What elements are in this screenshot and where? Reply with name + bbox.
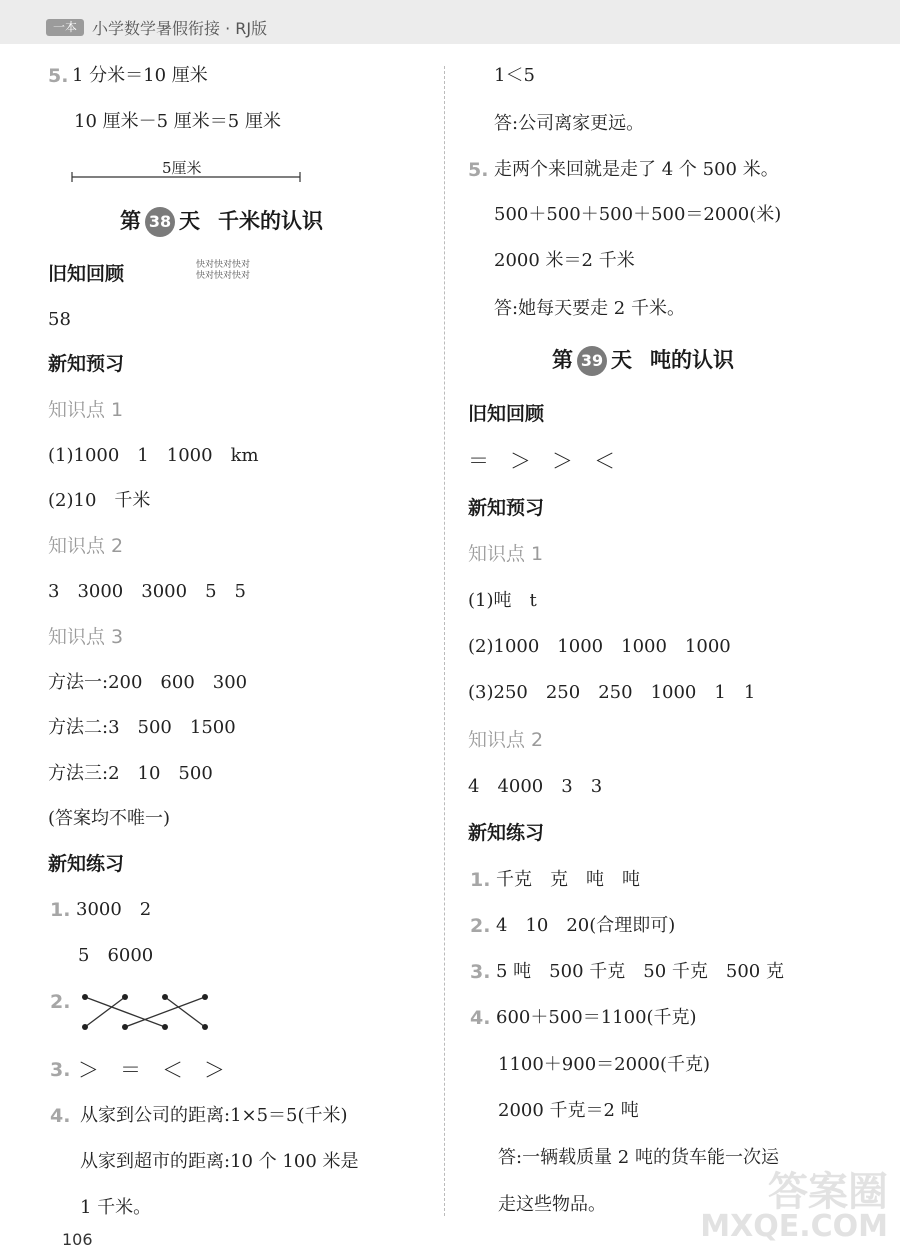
watermark-line1: 答案圈 [768,1169,888,1215]
answer-line: 方法三:2 10 500 [48,763,213,784]
continued-line1: 1＜5 [494,65,535,86]
q5-line2: 500＋500＋500＋500＝2000(米) [494,204,782,225]
practice-heading: 新知练习 [48,853,125,875]
day38-title [120,207,323,237]
site-watermark [700,1169,888,1244]
q1-answer: 千克 克 吨 吨 [496,869,640,890]
review-answer: 58 [48,309,71,330]
day-number-badge: 39 [577,346,607,376]
q1-number: 1. [50,899,71,921]
watermark-line2: MXQE.COM [700,1209,888,1244]
q5-line3: 2000 米＝2 千米 [494,250,635,271]
review-heading: 旧知回顾 [48,263,125,285]
matching-lines-diagram [80,990,212,1034]
series-badge: 一本 [46,19,84,36]
knowledge-point-label: 知识点 3 [48,626,124,648]
answer-note: (答案均不唯一) [48,808,171,829]
review-answer: ＝ ＞ ＞ ＜ [468,449,615,473]
day-number-badge: 38 [145,207,175,237]
practice-heading: 新知练习 [468,822,545,844]
q5-line1: 走两个来回就是走了 4 个 500 米。 [494,159,779,180]
preview-heading: 新知预习 [468,497,545,519]
knowledge-point-label: 知识点 1 [468,543,544,565]
stamp-text: 快对快对快对 快对快对快对 [196,260,251,281]
q5-number: 5. [48,65,69,87]
q4-line3: 1 千米。 [80,1197,152,1218]
page-header [0,0,900,44]
book-title: 小学数学暑假衔接 · RJ版 [92,19,268,38]
q2-number: 2. [50,991,71,1013]
knowledge-point-label: 知识点 2 [48,535,124,557]
answer-line: (3)250 250 250 1000 1 1 [468,682,756,703]
day-prefix: 第 [120,209,141,233]
q2-answer: 4 10 20(合理即可) [496,915,676,936]
review-heading: 旧知回顾 [468,403,545,425]
q1-number: 1. [470,869,491,891]
day-suffix: 天 [179,209,200,233]
q2-number: 2. [470,915,491,937]
continued-line2: 答:公司离家更远。 [494,113,645,134]
q4-line2: 从家到超市的距离:10 个 100 米是 [80,1151,359,1172]
q4-number: 4. [50,1105,71,1127]
q1-line1: 3000 2 [76,899,152,920]
q4-line1: 600＋500＝1100(千克) [496,1007,697,1028]
q4-line3: 2000 千克＝2 吨 [498,1100,639,1121]
q1-line2: 5 6000 [78,945,154,966]
answer-line: 方法二:3 500 1500 [48,717,236,738]
q3-answer: 5 吨 500 千克 50 千克 500 克 [496,961,784,982]
q5-line1: 1 分米＝10 厘米 [72,65,208,86]
q3-answer: ＞ ＝ ＜ ＞ [78,1058,225,1082]
answer-line: 4 4000 3 3 [468,776,603,797]
q4-line4: 答:一辆载质量 2 吨的货车能一次运 [498,1147,779,1168]
answer-line: 方法一:200 600 300 [48,672,248,693]
day-topic: 吨的认识 [650,348,734,372]
answer-line: (2)10 千米 [48,490,151,511]
answer-line: (2)1000 1000 1000 1000 [468,636,731,657]
day-suffix: 天 [611,348,632,372]
q5-number: 5. [468,159,489,181]
preview-heading: 新知预习 [48,353,125,375]
q3-number: 3. [50,1059,71,1081]
day-topic: 千米的认识 [218,209,323,233]
answer-line: 3 3000 3000 5 5 [48,581,246,602]
q5-line4: 答:她每天要走 2 千米。 [494,298,685,319]
day39-title [552,346,734,376]
line-segment-diagram [70,170,302,184]
knowledge-point-label: 知识点 1 [48,399,124,421]
column-divider [444,66,445,1216]
segment-label: 5厘米 [162,159,202,177]
q3-number: 3. [470,961,491,983]
answer-line: (1)1000 1 1000 km [48,445,259,466]
knowledge-point-label: 知识点 2 [468,729,544,751]
answer-line: (1)吨 t [468,590,537,611]
q4-number: 4. [470,1007,491,1029]
q4-line2: 1100＋900＝2000(千克) [498,1054,711,1075]
page-number: 106 [62,1230,93,1249]
q4-line1: 从家到公司的距离:1×5＝5(千米) [80,1105,348,1126]
day-prefix: 第 [552,348,573,372]
q5-line2: 10 厘米－5 厘米＝5 厘米 [74,111,281,132]
q4-line5: 走这些物品。 [498,1194,606,1215]
